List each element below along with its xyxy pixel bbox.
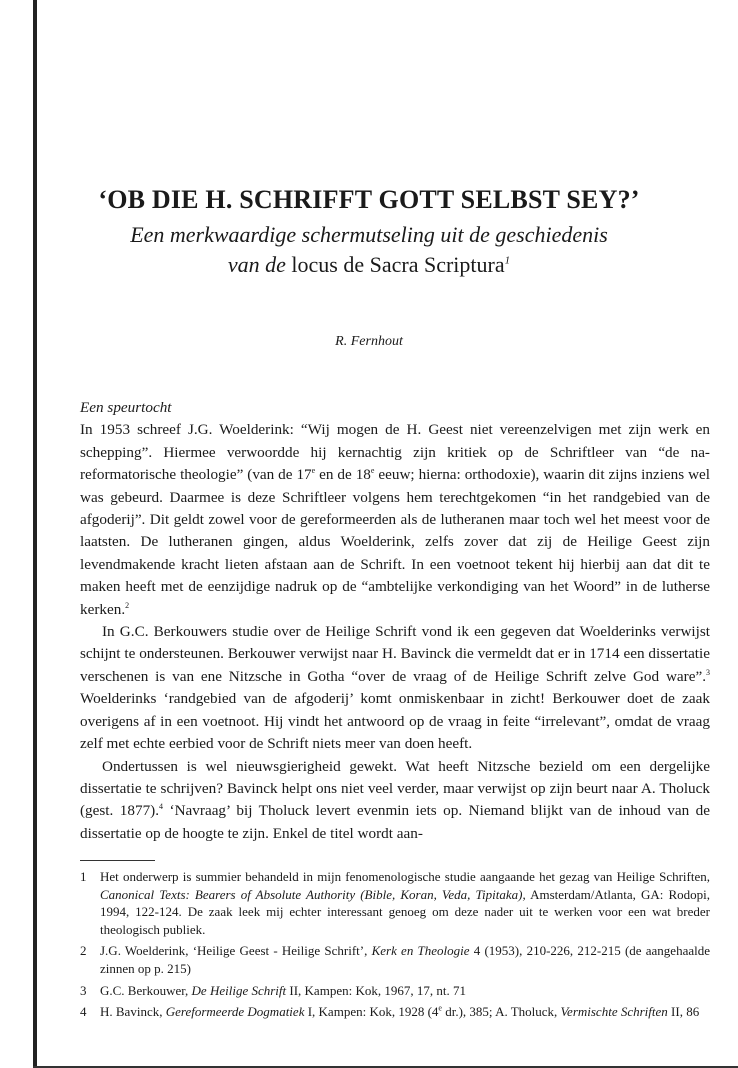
- author-name: R. Fernhout: [335, 334, 403, 349]
- footnote-text: dr.), 385; A. Tholuck,: [441, 1004, 561, 1020]
- footnote-title: Vermischte Schriften: [560, 1004, 668, 1020]
- paragraph-2-text-b: Woelderinks ‘randgebied van de afgoderij’ komt onmiskenbaar in zicht! Berkouwer doet de zaak overigens af in een voetnoot. Hij vindt het antwoord op de vraag in feite “irrelevant”, omdat de vraag zelf met echte eerbied voor de Schrift niets meer van doen heeft.: [80, 690, 710, 753]
- subtitle-line-2-italic: van de: [227, 252, 286, 277]
- paragraph-3-text-b: ‘Navraag’ bij Tholuck levert evenmin iets op. Niemand blijkt van de inhoud van de dissertatie op de hoogte te zijn. Enkel de titel wordt aan-: [80, 802, 711, 842]
- paragraph-1-text-c: eeuw; hierna: orthodoxie), waarin dit zijns inziens wel was gebeurd. Daarmee is deze Schriftleer volgens hem terechtgekomen “in het randgebied van de afgoderij”. Dit geldt zowel voor de gereformeerden als de lutheranen maar toch wel het meest voor de laatsten. De lutheranen gingen, aldus Woelderink, zelfs zover dat zij de Heilige Geest zijn levendmakende kracht lieten afstaan aan de Schrift. In een voetnoot tekent hij hierbij aan dat dit te maken heeft met de eenzijdige nadruk op de “ambtelijke verkondiging van het Woord” in de lutherse kerken.: [80, 466, 711, 618]
- ordinal-superscript: e: [438, 1003, 442, 1013]
- footnote-ref-4[interactable]: 4: [159, 802, 164, 812]
- footnote-number: 3: [80, 982, 87, 998]
- paragraph-1-text-b: en de 18: [315, 466, 371, 484]
- page-binding-edge: [33, 0, 37, 1068]
- footnote-title: De Heilige Schrift: [191, 982, 287, 998]
- footnote-text: H. Bavinck,: [100, 1004, 166, 1020]
- footnote-3: [80, 982, 710, 1000]
- subtitle-footnote-ref[interactable]: 1: [504, 254, 511, 267]
- ordinal-superscript: e: [311, 466, 316, 476]
- footnote-number: 1: [80, 869, 87, 884]
- article-body: [80, 397, 710, 845]
- paragraph-2: [80, 621, 710, 755]
- footnote-text: Amsterdam/Atlanta, GA: Rodopi, 1994, 122-124. De zaak leek mij echter interessant genoeg om deze nader uit te werken voor een wat breder theologisch publiek.: [100, 886, 711, 937]
- footnote-separator: [80, 860, 155, 861]
- footnotes: [80, 868, 710, 1025]
- section-heading: Een speurtocht: [80, 399, 172, 416]
- footnote-text: I, Kampen: Kok, 1928 (4: [304, 1004, 439, 1020]
- footnote-1: [80, 868, 710, 938]
- subtitle-line-2-roman: locus de Sacra Scriptura: [291, 252, 505, 277]
- footnote-ref-2[interactable]: 2: [125, 600, 130, 610]
- paragraph-2-text-a: In G.C. Berkouwers studie over de Heilige Schrift vond ik een gegeven dat Woelderinks verwijst schijnt te ondersteunen. Berkouwer verwijst naar H. Bavinck die vermeldt dat er in 1714 een dissertatie verschenen is van ene Nitzsche in Gotha “over de vraag of de Heilige Schrift zelve God ware”.: [80, 623, 710, 685]
- paragraph-3: [80, 756, 710, 846]
- paragraph-1: [80, 419, 710, 621]
- footnote-text: Het onderwerp is summier behandeld in mijn fenomenologische studie aangaande het gezag van Heilige Schriften,: [100, 869, 710, 884]
- footnote-number: 4: [80, 1004, 87, 1020]
- footnote-text: 4 (1953), 210-226, 212-215 (de aangehaalde zinnen op p. 215): [100, 943, 711, 976]
- footnote-text: G.C. Berkouwer,: [100, 982, 192, 998]
- article-title: ‘OB DIE H. SCHRIFFT GOTT SELBST SEY?’: [98, 185, 640, 214]
- footnote-4: [80, 1003, 710, 1021]
- footnote-text: II, 86: [667, 1004, 700, 1020]
- footnote-2: [80, 942, 710, 977]
- footnote-number: 2: [80, 943, 87, 959]
- paragraph-3-text-a: Ondertussen is wel nieuwsgierigheid gewekt. Wat heeft Nitzsche bezield om een dergelijke dissertatie te schrijven? Bavinck helpt ons niet veel verder, maar verwijst op zijn beurt naar A. Tholuck (gest. 1877).: [80, 757, 710, 820]
- article-subtitle: [40, 220, 698, 280]
- footnote-title: Gereformeerde Dogmatiek: [165, 1004, 305, 1020]
- footnote-ref-3[interactable]: 3: [706, 667, 710, 677]
- subtitle-line-1: Een merkwaardige schermutseling uit de geschiedenis: [130, 222, 608, 247]
- paragraph-1-text-a: In 1953 schreef J.G. Woelderink: “Wij mogen de H. Geest niet vereenzelvigen met zijn werk en schepping”. Hiermee verwoordde hij kernachtig zijn kritiek op de Schriftleer van “de na-reformatorische theologie” (van de 17: [80, 421, 710, 484]
- footnote-text: J.G. Woelderink, ‘Heilige Geest - Heilige Schrift’,: [100, 943, 372, 959]
- footnote-title: Canonical Texts: Bearers of Absolute Authority (Bible, Koran, Veda, Tipitaka),: [100, 886, 526, 902]
- footnote-text: II, Kampen: Kok, 1967, 17, nt. 71: [286, 982, 466, 998]
- footnote-title: Kerk en Theologie: [371, 943, 470, 959]
- ordinal-superscript: e: [370, 466, 375, 476]
